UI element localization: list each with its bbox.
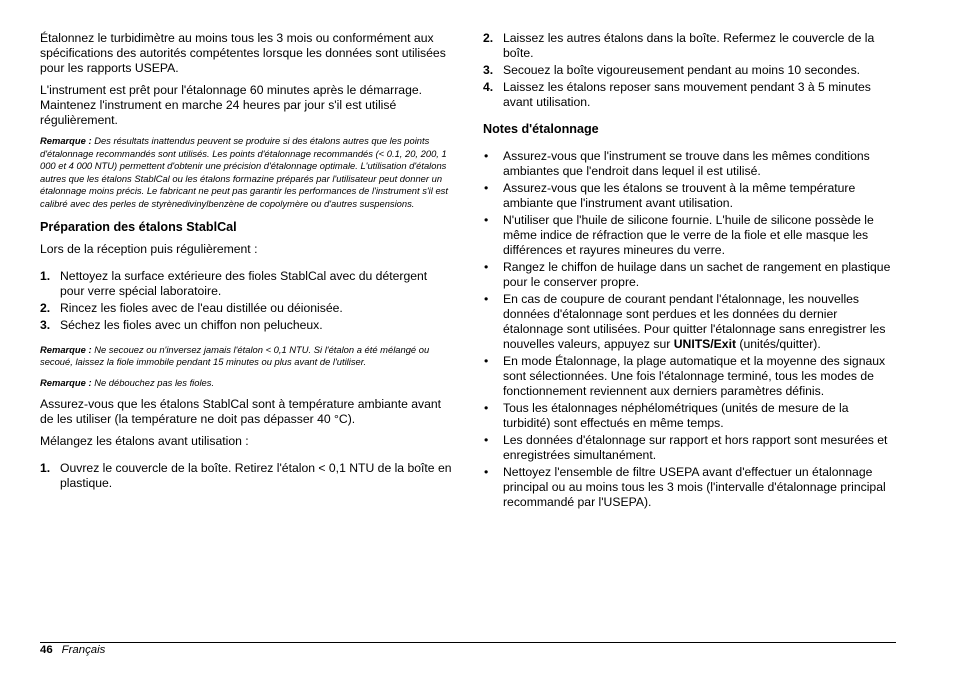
step-text: Nettoyez la surface extérieure des fioles StablCal avec du détergent pour verre spécial laboratoire. [60, 268, 428, 298]
step-text: Laissez les autres étalons dans la boîte. Refermez le couvercle de la boîte. [503, 31, 875, 60]
footer-divider [40, 642, 896, 643]
bullet-text-part: En cas de coupure de courant pendant l'étalonnage, les nouvelles données d'étalonnage sont perdues et les données du dernier étalonnage sont utilisées. Pour quitter l'étalonnage sans enregistrer les nouvelles valeurs, appuyez sur [503, 292, 886, 351]
step-number: 2. [483, 31, 494, 45]
note-text: Ne secouez ou n'inversez jamais l'étalon < 0,1 NTU. Si l'étalon a été mélangé ou secoué, laissez la fiole immobile pendant 15 minutes ou plus avant de l'utiliser. [40, 343, 430, 368]
bullet-icon: • [484, 465, 489, 479]
step-item [40, 301, 454, 316]
bullet-text: Assurez-vous que l'instrument se trouve dans les mêmes conditions ambiantes que l'endroit dans lequel il est utilisé. [503, 149, 870, 178]
step-item [40, 461, 454, 491]
step-item [40, 318, 454, 333]
step-text: Rincez les fioles avec de l'eau distillée ou déionisée. [60, 300, 343, 315]
bullet-item [483, 354, 897, 399]
mix-paragraph: Mélangez les étalons avant utilisation : [40, 434, 249, 449]
intro-paragraph: Étalonnez le turbidimètre au moins tous les 3 mois ou conformément aux spécifications des autorités compétentes lorsque les données sont utilisées pour les rapports USEPA. [40, 31, 446, 75]
units-exit-key: UNITS/Exit [673, 337, 737, 351]
note-text: Des résultats inattendus peuvent se produire si des étalons autres que les points d'étalonnage recommandés sont utilisés. Les points d'étalonnage recommandés (< 0.1, 20, 200, 1 000 et 4 000 NTU) permettent d'obtenir une précision d'étalonnage optimale. L'utilisation d'étalons autres que les étalons StablCal ou les étalons formazine préparés par l'utilisateur peut donner un étalonnage moins précis. Le fabricant ne peut pas garantir les performances de l'instrument s'il est calibré avec des perles de styrènedivinylbenzène de copolymère ou d'autres suspensions. [40, 135, 448, 209]
bullet-item [483, 292, 897, 352]
bullet-item [483, 213, 897, 258]
step-item [483, 63, 897, 78]
note-do-not-shake [40, 344, 454, 369]
mixing-steps-continued [483, 31, 897, 110]
bullet-icon: • [484, 401, 489, 415]
bullet-text: En mode Étalonnage, la plage automatique et la moyenne des signaux sont sélectionnées. Une fois l'étalonnage terminé, tous les modes de fonctionnement reviennent aux derniers paramètres définis. [503, 354, 886, 398]
temperature-paragraph: Assurez-vous que les étalons StablCal sont à température ambiante avant de les utiliser (la température ne doit pas dépasser 40 °C). [40, 397, 442, 427]
footer-language: Français [61, 644, 106, 656]
bullet-text-part: (unités/quitter). [736, 337, 821, 351]
step-number: 3. [483, 63, 494, 77]
bullet-text: Les données d'étalonnage sur rapport et hors rapport sont mesurées et enregistrées simultanément. [503, 433, 888, 462]
bullet-item [483, 433, 897, 463]
note-do-not-uncap [40, 377, 454, 390]
calibration-notes-list [483, 149, 897, 510]
bullet-text: N'utiliser que l'huile de silicone fournie. L'huile de silicone possède le même indice de réfraction que le verre de la fiole et elle masque les différences et rayures mineures du verre. [503, 213, 874, 257]
section-heading-calibration-notes: Notes d'étalonnage [483, 122, 599, 136]
bullet-icon: • [484, 260, 489, 274]
reception-paragraph: Lors de la réception puis régulièrement : [40, 241, 258, 256]
page-footer [40, 643, 105, 657]
warmup-paragraph: L'instrument est prêt pour l'étalonnage 60 minutes après le démarrage. Maintenez l'instrument en marche 24 heures par jour s'il est utilisé régulièrement. [40, 83, 423, 127]
bullet-item [483, 149, 897, 179]
note-label: Remarque : [40, 135, 92, 146]
note-text: Ne débouchez pas les fioles. [94, 376, 215, 388]
bullet-icon: • [484, 181, 489, 195]
right-column [483, 31, 897, 512]
note-label: Remarque : [40, 343, 92, 355]
step-text: Ouvrez le couvercle de la boîte. Retirez l'étalon < 0,1 NTU de la boîte en plastique. [60, 461, 452, 491]
bullet-text: Rangez le chiffon de huilage dans un sachet de rangement en plastique pour le conserver propre. [503, 260, 891, 289]
step-number: 4. [483, 80, 494, 94]
step-text: Séchez les fioles avec un chiffon non pelucheux. [60, 317, 323, 332]
note-calibration-points [40, 135, 454, 211]
step-number: 1. [40, 268, 51, 283]
bullet-text: Tous les étalonnages néphélométriques (unités de mesure de la turbidité) sont effectués en même temps. [503, 401, 849, 430]
bullet-text [503, 292, 885, 351]
step-text: Laissez les étalons reposer sans mouvement pendant 3 à 5 minutes avant utilisation. [503, 80, 871, 109]
step-item [483, 80, 897, 110]
note-label: Remarque : [40, 376, 92, 388]
bullet-item [483, 181, 897, 211]
step-number: 2. [40, 300, 51, 315]
bullet-text: Nettoyez l'ensemble de filtre USEPA avant d'effectuer un étalonnage principal ou au moins tous les 3 mois (l'intervalle d'étalonnage principal recommandé par l'USEPA). [503, 465, 886, 509]
step-item [40, 269, 454, 299]
step-number: 3. [40, 317, 51, 332]
bullet-icon: • [484, 213, 489, 227]
bullet-text: Assurez-vous que les étalons se trouvent à la même température ambiante que l'instrument avant utilisation. [503, 181, 856, 210]
preparation-steps [40, 269, 454, 333]
section-heading-stablcal: Préparation des étalons StablCal [40, 219, 237, 234]
step-item [483, 31, 897, 61]
mixing-steps [40, 461, 454, 491]
bullet-icon: • [484, 354, 489, 368]
bullet-icon: • [484, 433, 489, 447]
page-number: 46 [40, 644, 53, 656]
bullet-icon: • [484, 149, 489, 163]
bullet-item [483, 401, 897, 431]
step-number: 1. [40, 461, 51, 476]
bullet-item [483, 465, 897, 510]
bullet-icon: • [484, 292, 489, 306]
left-column [40, 31, 454, 493]
bullet-item [483, 260, 897, 290]
step-text: Secouez la boîte vigoureusement pendant au moins 10 secondes. [503, 63, 861, 77]
